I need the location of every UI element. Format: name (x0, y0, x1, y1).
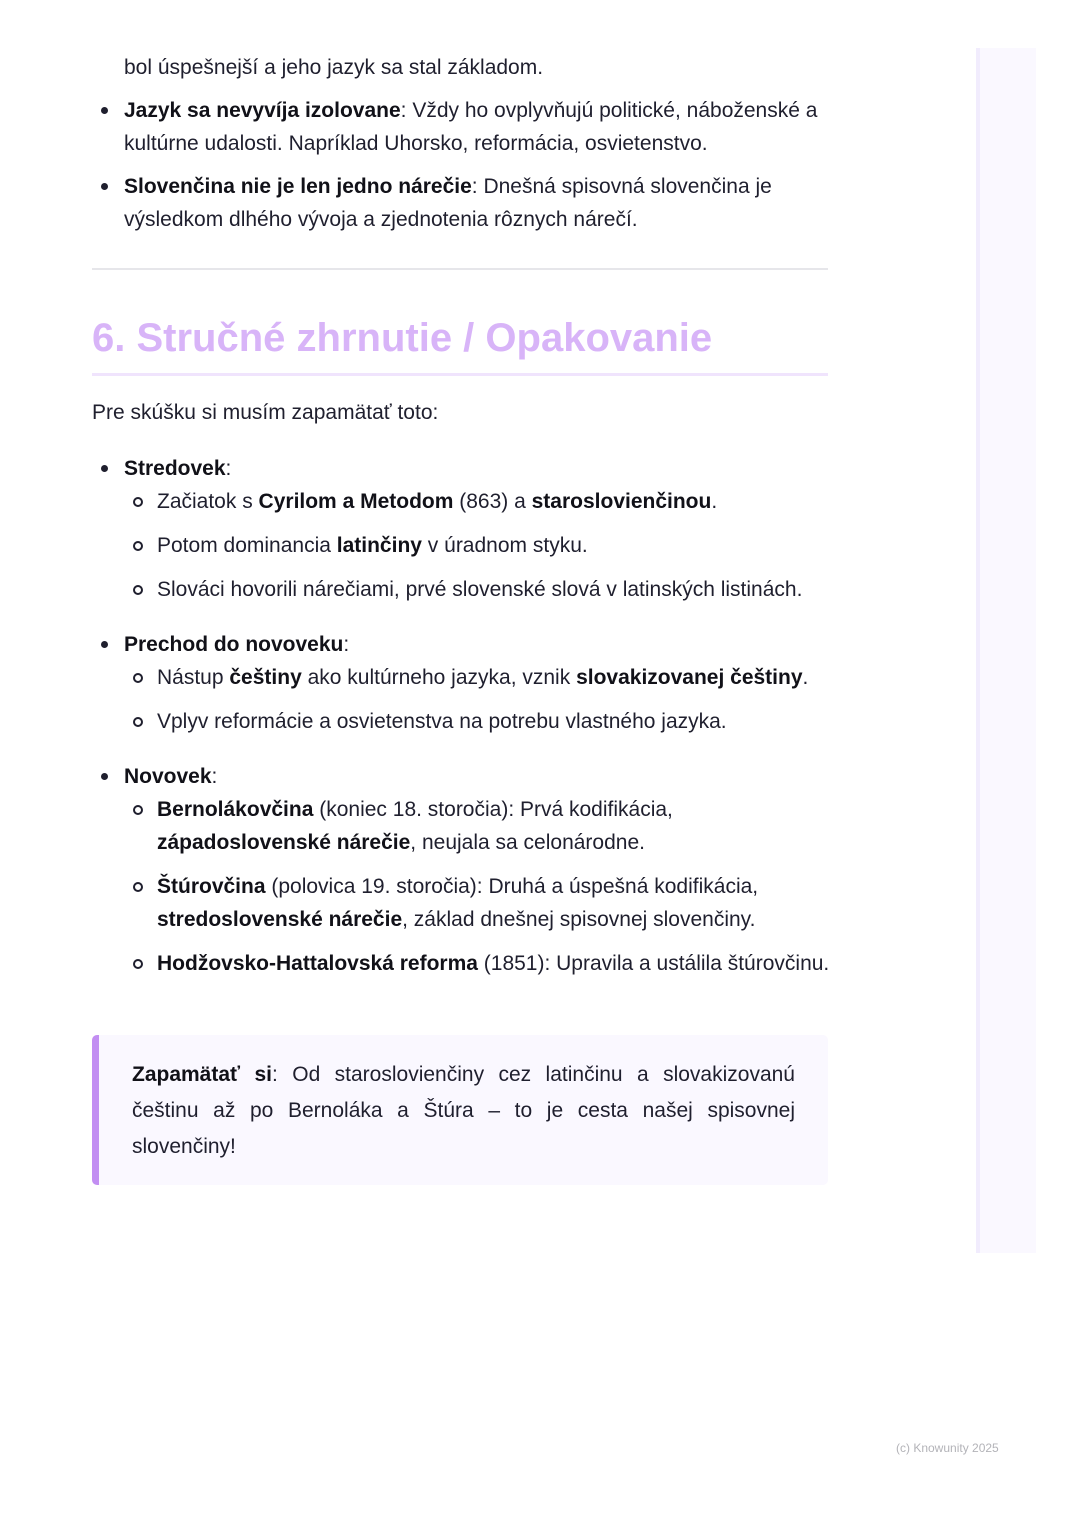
callout-bold: Zapamätať si (132, 1063, 273, 1086)
bullet-text: : Dnešná spisovná slovenčina je výsledkom dlhého vývoja a zjednotenia rôznych nárečí. (124, 175, 772, 231)
sub-list (124, 485, 852, 606)
bold-text: Hodžovsko-Hattalovská reforma (157, 952, 478, 975)
sub-list-item (124, 661, 852, 694)
bold-text: latinčiny (336, 534, 422, 557)
summary-item-stredovek (92, 452, 852, 606)
bullet-text: : Vždy ho ovplyvňujú politické, náboženské a kultúrne udalosti. Napríklad Uhorsko, reformácia, osvietenstvo. (124, 99, 818, 155)
text: (polovica 19. storočia): Druhá a úspešná kodifikácia, (265, 875, 759, 898)
text: ako kultúrneho jazyka, vznik (301, 666, 577, 689)
summary-item-title: Novovek (124, 765, 212, 788)
text: . (711, 490, 718, 513)
right-sidebar-strip (976, 48, 1036, 1253)
text: , neujala sa celonárodne. (410, 831, 645, 854)
text: Slováci hovorili nárečiami, prvé slovenské slová v latinských listinách. (157, 578, 803, 601)
text: (1851): Upravila a ustálila štúrovčinu. (477, 952, 830, 975)
colon: : (211, 765, 218, 788)
colon: : (343, 633, 350, 656)
list-item (92, 170, 828, 236)
summary-item-title: Stredovek (124, 457, 226, 480)
text: Začiatok s (157, 490, 259, 513)
list-item (92, 94, 828, 160)
summary-item-novovek (92, 760, 852, 980)
summary-item-title: Prechod do novoveku (124, 633, 344, 656)
section-divider (92, 268, 828, 270)
summary-list (92, 452, 852, 1002)
sub-list-item (124, 485, 852, 518)
sub-list (124, 661, 852, 738)
bold-text: stredoslovenské nárečie (157, 908, 403, 931)
bold-text: slovakizovanej češtiny (576, 666, 803, 689)
section-heading: 6. Stručné zhrnutie / Opakovanie (92, 316, 713, 360)
heading-underline (92, 373, 828, 376)
bullet-bold: Slovenčina nie je len jedno nárečie (124, 175, 472, 198)
sub-list-item (124, 573, 852, 606)
text: v úradnom styku. (421, 534, 588, 557)
continuation-text: bol úspešnejší a jeho jazyk sa stal základom. (124, 56, 544, 79)
colon: : (225, 457, 232, 480)
sub-list-item (124, 705, 852, 738)
callout-body: : Od staroslovienčiny cez latinčinu a slovakizovanú češtinu až po Bernoláka a Štúra – to je cesta našej spisovnej slovenčiny! (132, 1063, 795, 1158)
sub-list-item (124, 529, 852, 562)
text: Nástup (157, 666, 230, 689)
bold-text: Cyrilom a Metodom (258, 490, 454, 513)
sub-list-item (124, 947, 852, 980)
callout-text (132, 1057, 795, 1165)
sub-list-item (124, 870, 852, 936)
copyright-footer: (c) Knowunity 2025 (896, 1441, 999, 1455)
bold-text: Štúrovčina (157, 875, 266, 898)
bold-text: staroslovienčinou (531, 490, 712, 513)
remember-callout (92, 1035, 828, 1185)
text: (863) a (453, 490, 532, 513)
text: . (802, 666, 809, 689)
bullet-bold: Jazyk sa nevyvíja izolovane (124, 99, 401, 122)
summary-item-prechod (92, 628, 852, 738)
sub-list-item (124, 793, 852, 859)
bold-text: západoslovenské nárečie (157, 831, 411, 854)
text: Vplyv reformácie a osvietenstva na potrebu vlastného jazyka. (157, 710, 727, 733)
top-bullet-list (92, 94, 828, 246)
sub-list (124, 793, 852, 980)
bold-text: češtiny (229, 666, 302, 689)
bold-text: Bernolákovčina (157, 798, 314, 821)
text: Potom dominancia (157, 534, 337, 557)
section-intro: Pre skúšku si musím zapamätať toto: (92, 401, 439, 424)
text: , základ dnešnej spisovnej slovenčiny. (402, 908, 756, 931)
text: (koniec 18. storočia): Prvá kodifikácia, (313, 798, 673, 821)
